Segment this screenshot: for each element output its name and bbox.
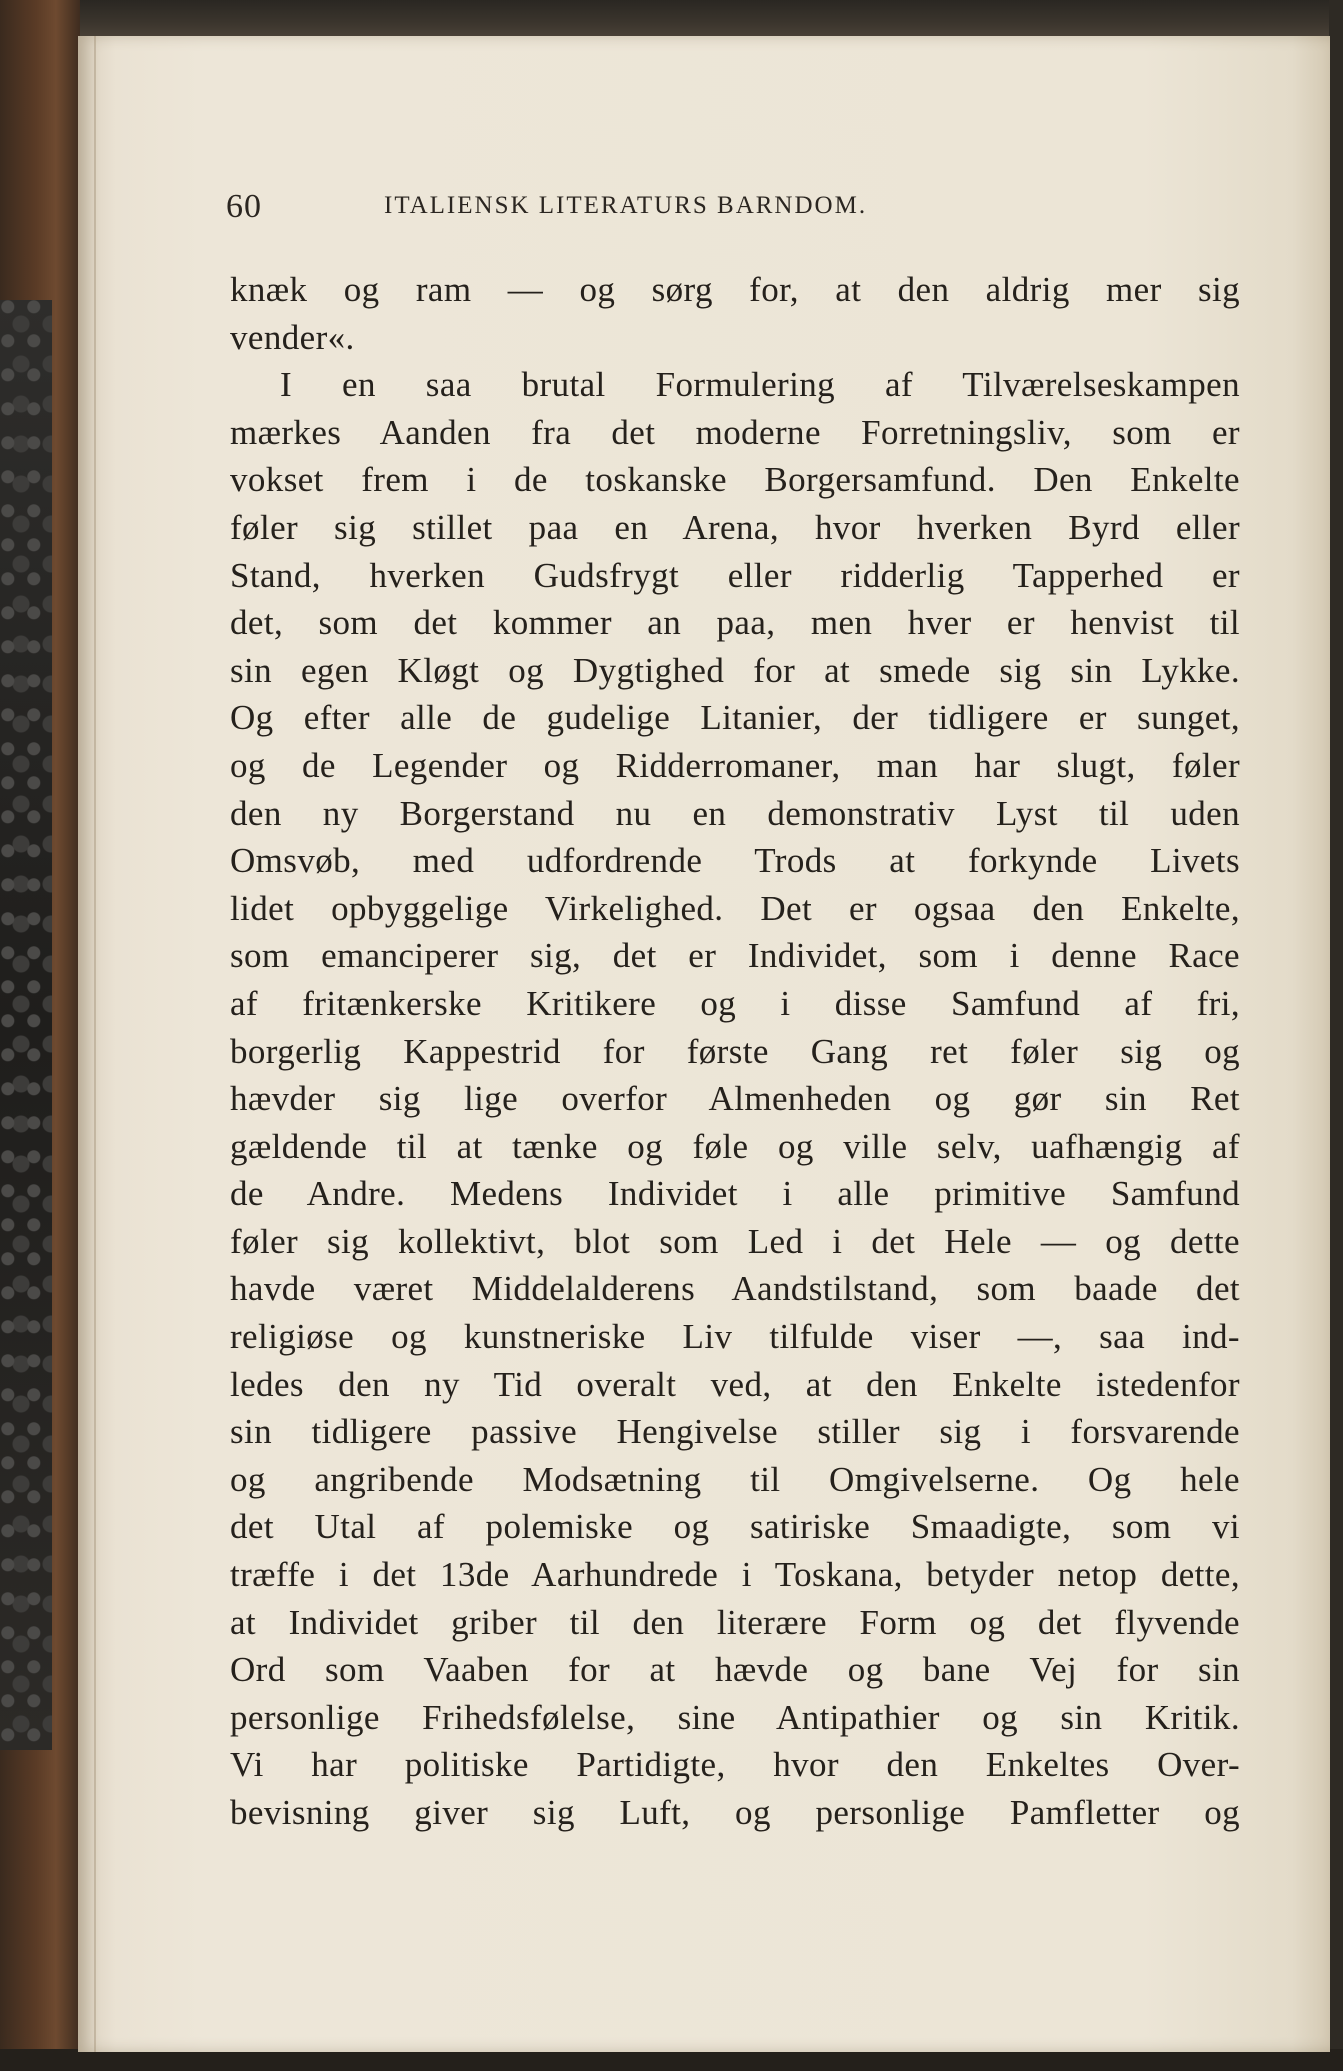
book-binding [0,0,80,2071]
text-line: ledes den ny Tid overalt ved, at den Enkelte istedenfor [230,1364,1240,1404]
text-line: havde været Middelalderens Aandstilstand, som baade det [230,1269,1240,1309]
text-line: mærkes Aanden fra det moderne Forretningsliv, som er [230,412,1240,452]
text-line: lidet opbyggelige Virkelighed. Det er ogsaa den Enkelte, [230,888,1240,928]
body-text [230,266,1240,1837]
text-line: og angribende Modsætning til Omgivelserne. Og hele [230,1459,1240,1499]
text-line: personlige Frihedsfølelse, sine Antipathier og sin Kritik. [230,1697,1240,1737]
page-header [226,188,1046,232]
text-line: at Individet griber til den literære Form og det flyvende [230,1602,1240,1642]
text-line: det Utal af polemiske og satiriske Smaadigte, som vi [230,1507,1240,1547]
text-line: hævder sig lige overfor Almenheden og gør sin Ret [230,1079,1240,1119]
text-line: de Andre. Medens Individet i alle primitive Samfund [230,1174,1240,1214]
running-head: ITALIENSK LITERATURS BARNDOM. [384,192,868,219]
text-line: vender«. [230,317,355,357]
text-line: føler sig kollektivt, blot som Led i det Hele — og dette [230,1221,1240,1261]
text-line: borgerlig Kappestrid for første Gang ret føler sig og [230,1031,1240,1071]
text-line: sin tidligere passive Hengivelse stiller sig i forsvarende [230,1412,1240,1452]
text-line: knæk og ram — og sørg for, at den aldrig mer sig [230,270,1240,309]
text-line: I en saa brutal Formulering af Tilværelseskampen [280,365,1240,405]
text-line: og de Legender og Ridderromaner, man har slugt, føler [230,745,1240,785]
text-line: Og efter alle de gudelige Litanier, der tidligere er sunget, [230,698,1240,738]
text-line: Vi har politiske Partidigte, hvor den Enkeltes Over- [230,1745,1240,1785]
text-line: den ny Borgerstand nu en demonstrativ Lyst til uden [230,793,1240,833]
text-line: føler sig stillet paa en Arena, hvor hverken Byrd eller [230,507,1240,547]
text-line: gældende til at tænke og føle og ville selv, uafhængig af [230,1126,1240,1166]
marbled-cover [0,300,52,1750]
book-bottom-edge [0,2049,1343,2071]
text-line: som emanciperer sig, det er Individet, som i denne Race [230,936,1240,976]
text-line: religiøse og kunstneriske Liv tilfulde viser —, saa ind- [230,1317,1240,1357]
text-line: det, som det kommer an paa, men hver er henvist til [230,603,1240,643]
book-right-edge [1329,0,1343,2071]
text-line: træffe i det 13de Aarhundrede i Toskana, betyder netop dette, [230,1555,1240,1595]
text-line: sin egen Kløgt og Dygtighed for at smede sig sin Lykke. [230,650,1240,690]
text-line: af fritænkerske Kritikere og i disse Samfund af fri, [230,983,1240,1023]
text-line: vokset frem i de toskanske Borgersamfund. Den Enkelte [230,460,1240,500]
text-line: Stand, hverken Gudsfrygt eller ridderlig Tapperhed er [230,555,1240,595]
text-line: bevisning giver sig Luft, og personlige Pamfletter og [230,1793,1240,1832]
text-line: Ord som Vaaben for at hævde og bane Vej for sin [230,1650,1240,1690]
page-gutter-line [94,36,96,2052]
book-top-edge [0,0,1343,38]
text-line: Omsvøb, med udfordrende Trods at forkynde Livets [230,841,1240,881]
page-number: 60 [226,188,262,225]
